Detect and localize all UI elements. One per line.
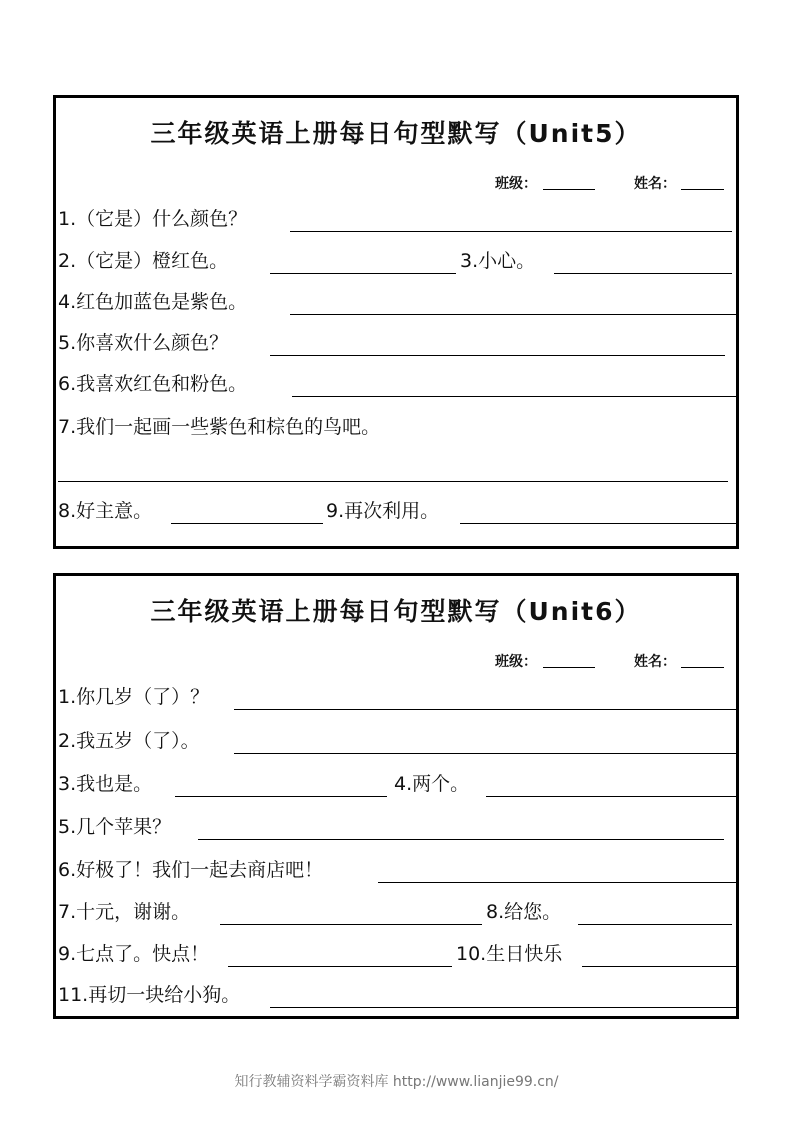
question-row <box>56 898 736 928</box>
question-text: 6.好极了！我们一起去商店吧！ <box>58 859 324 881</box>
answer-row <box>56 455 736 485</box>
question-row <box>56 940 736 970</box>
question-row <box>56 205 736 235</box>
answer-line[interactable] <box>290 314 736 315</box>
question-row <box>56 981 736 1011</box>
question-text: 9.七点了。快点！ <box>58 943 210 965</box>
name-label: 姓名： <box>634 176 676 192</box>
question-row <box>56 727 736 757</box>
worksheet-title: 三年级英语上册每日句型默写（Unit6） <box>150 597 642 626</box>
question-row <box>56 770 736 800</box>
question-text: 2.（它是）橙红色。 <box>58 250 229 272</box>
question-text: 8.好主意。 <box>58 500 153 522</box>
question-text: 1.你几岁（了）？ <box>58 686 210 708</box>
class-label: 班级： <box>495 654 537 670</box>
question-text: 5.你喜欢什么颜色？ <box>58 332 229 354</box>
answer-line[interactable] <box>270 1007 736 1008</box>
question-text: 2.我五岁（了）。 <box>58 730 200 752</box>
worksheet-title: 三年级英语上册每日句型默写（Unit5） <box>150 119 642 148</box>
answer-line[interactable] <box>578 924 732 925</box>
question-text: 9.再次利用。 <box>326 500 440 522</box>
question-text: 6.我喜欢红色和粉色。 <box>58 373 248 395</box>
answer-line[interactable] <box>171 523 323 524</box>
question-text: 1.（它是）什么颜色？ <box>58 208 248 230</box>
question-text: 4.两个。 <box>394 773 470 795</box>
question-row <box>56 288 736 318</box>
answer-line[interactable] <box>228 966 452 967</box>
worksheet-unit6 <box>53 573 739 1019</box>
question-row <box>56 247 736 277</box>
answer-line[interactable] <box>460 523 736 524</box>
question-text: 8.给您。 <box>486 901 562 923</box>
answer-line[interactable] <box>270 273 456 274</box>
answer-line[interactable] <box>175 796 387 797</box>
question-text: 4.红色加蓝色是紫色。 <box>58 291 248 313</box>
answer-line[interactable] <box>198 839 724 840</box>
question-text: 11.再切一块给小狗。 <box>58 984 241 1006</box>
answer-line[interactable] <box>58 481 728 482</box>
answer-line[interactable] <box>292 396 736 397</box>
question-row <box>56 497 736 527</box>
class-blank[interactable] <box>543 651 595 668</box>
worksheet-unit5 <box>53 95 739 549</box>
question-text: 5.几个苹果？ <box>58 816 172 838</box>
question-text: 10.生日快乐 <box>456 943 563 965</box>
question-row <box>56 370 736 400</box>
question-row <box>56 329 736 359</box>
name-blank[interactable] <box>681 651 724 668</box>
answer-line[interactable] <box>378 882 736 883</box>
name-label: 姓名： <box>634 654 676 670</box>
answer-line[interactable] <box>220 924 482 925</box>
answer-line[interactable] <box>234 709 736 710</box>
answer-line[interactable] <box>486 796 736 797</box>
answer-line[interactable] <box>582 966 736 967</box>
question-row <box>56 813 736 843</box>
answer-line[interactable] <box>554 273 732 274</box>
question-text: 7.十元，谢谢。 <box>58 901 191 923</box>
question-text: 7.我们一起画一些紫色和棕色的鸟吧。 <box>58 416 381 438</box>
class-blank[interactable] <box>543 173 595 190</box>
class-label: 班级： <box>495 176 537 192</box>
answer-line[interactable] <box>234 753 736 754</box>
question-row <box>56 856 736 886</box>
footer-watermark: 知行教辅资料学霸资料库 http://www.lianjie99.cn/ <box>234 1074 559 1090</box>
answer-line[interactable] <box>270 355 725 356</box>
answer-line[interactable] <box>290 231 732 232</box>
question-row <box>56 413 736 443</box>
question-row <box>56 683 736 713</box>
question-text: 3.我也是。 <box>58 773 153 795</box>
question-text: 3.小心。 <box>460 250 536 272</box>
name-blank[interactable] <box>681 173 724 190</box>
